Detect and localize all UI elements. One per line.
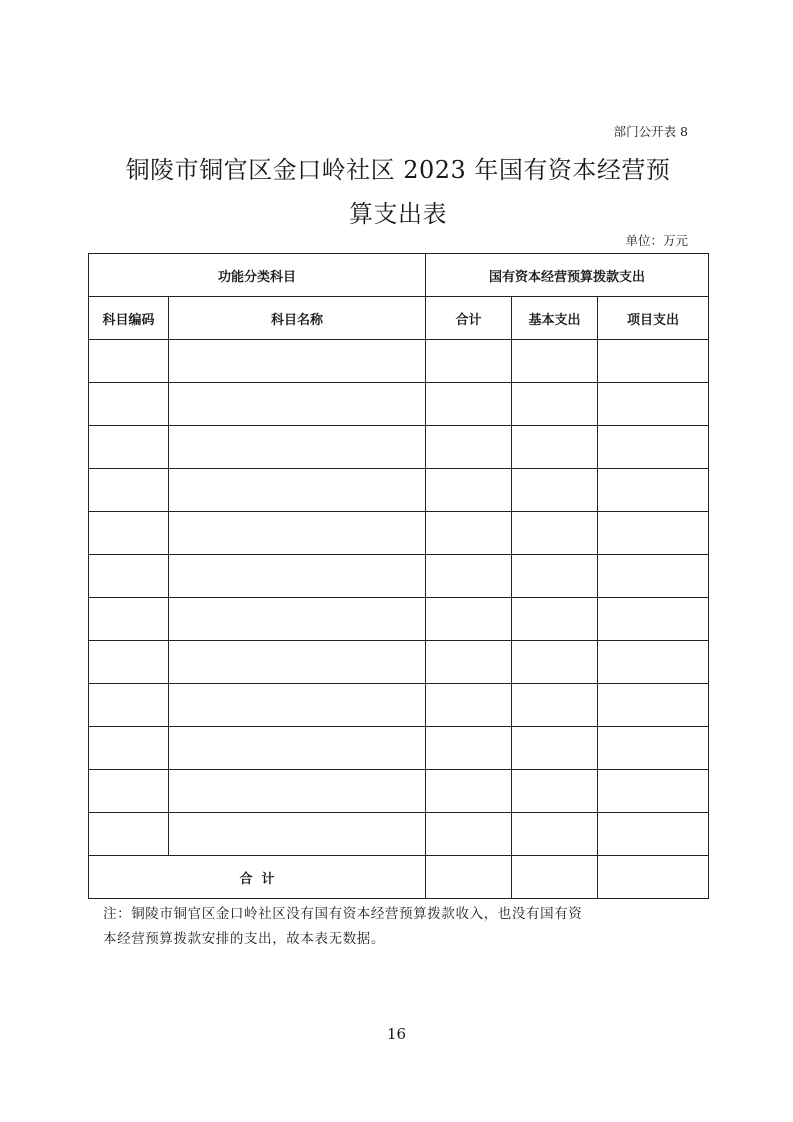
cell-basic-expenditure xyxy=(512,684,598,727)
cell-subject-name xyxy=(169,641,426,684)
table-row xyxy=(89,727,709,770)
table-row xyxy=(89,641,709,684)
cell-total xyxy=(426,555,512,598)
cell-subject-name xyxy=(169,555,426,598)
cell-project-expenditure xyxy=(598,641,709,684)
cell-total xyxy=(426,469,512,512)
cell-subject-code xyxy=(89,770,169,813)
cell-project-expenditure xyxy=(598,340,709,383)
header-subject-name: 科目名称 xyxy=(169,297,426,340)
cell-total xyxy=(426,770,512,813)
cell-total xyxy=(426,383,512,426)
budget-table xyxy=(88,253,709,899)
cell-subject-code xyxy=(89,684,169,727)
header-state-capital-expenditure: 国有资本经营预算拨款支出 xyxy=(426,254,709,297)
cell-subject-code xyxy=(89,340,169,383)
cell-subject-code xyxy=(89,383,169,426)
cell-basic-expenditure xyxy=(512,598,598,641)
header-total: 合计 xyxy=(426,297,512,340)
cell-subject-name xyxy=(169,813,426,856)
cell-total xyxy=(426,813,512,856)
table-row xyxy=(89,598,709,641)
cell-subject-code xyxy=(89,641,169,684)
group-header-row xyxy=(89,254,709,297)
title-line-2: 算支出表 xyxy=(349,200,447,228)
cell-total xyxy=(426,641,512,684)
cell-basic-expenditure xyxy=(512,813,598,856)
cell-project-expenditure xyxy=(598,813,709,856)
cell-project-expenditure xyxy=(598,469,709,512)
header-subject-code: 科目编码 xyxy=(89,297,169,340)
table-row xyxy=(89,469,709,512)
cell-subject-name xyxy=(169,383,426,426)
cell-basic-sum xyxy=(512,856,598,899)
cell-subject-code xyxy=(89,426,169,469)
header-basic-expenditure: 基本支出 xyxy=(512,297,598,340)
header-project-expenditure: 项目支出 xyxy=(598,297,709,340)
cell-project-expenditure xyxy=(598,770,709,813)
table-row xyxy=(89,813,709,856)
cell-project-expenditure xyxy=(598,555,709,598)
cell-subject-code xyxy=(89,555,169,598)
cell-subject-name xyxy=(169,598,426,641)
cell-total-sum xyxy=(426,856,512,899)
cell-basic-expenditure xyxy=(512,770,598,813)
cell-subject-name xyxy=(169,426,426,469)
cell-subject-name xyxy=(169,770,426,813)
page-number: 16 xyxy=(386,1025,407,1043)
table-body xyxy=(89,254,709,899)
cell-basic-expenditure xyxy=(512,383,598,426)
header-functional-classification: 功能分类科目 xyxy=(89,254,426,297)
cell-subject-code xyxy=(89,598,169,641)
cell-subject-code xyxy=(89,813,169,856)
table-row xyxy=(89,684,709,727)
cell-basic-expenditure xyxy=(512,727,598,770)
cell-basic-expenditure xyxy=(512,426,598,469)
table-row xyxy=(89,426,709,469)
cell-project-expenditure xyxy=(598,426,709,469)
table-row xyxy=(89,383,709,426)
footnote-line-2: 本经营预算拨款安排的支出，故本表无数据。 xyxy=(103,931,385,947)
cell-subject-name xyxy=(169,340,426,383)
cell-project-expenditure xyxy=(598,727,709,770)
cell-total xyxy=(426,426,512,469)
total-row xyxy=(89,856,709,899)
title-line-1: 铜陵市铜官区金口岭社区 2023 年国有资本经营预 xyxy=(125,156,671,184)
cell-project-expenditure xyxy=(598,383,709,426)
footnote-line-1: 注：铜陵市铜官区金口岭社区没有国有资本经营预算拨款收入，也没有国有资 xyxy=(103,906,583,922)
cell-total xyxy=(426,727,512,770)
cell-subject-name xyxy=(169,684,426,727)
cell-subject-code xyxy=(89,727,169,770)
cell-total xyxy=(426,684,512,727)
table-row xyxy=(89,555,709,598)
cell-subject-code xyxy=(89,512,169,555)
cell-subject-name xyxy=(169,512,426,555)
cell-subject-name xyxy=(169,469,426,512)
cell-total xyxy=(426,340,512,383)
table-number-label: 部门公开表 8 xyxy=(613,124,688,139)
total-label: 合 计 xyxy=(89,856,426,899)
column-header-row xyxy=(89,297,709,340)
footnote xyxy=(103,902,713,952)
table-row xyxy=(89,340,709,383)
cell-project-expenditure xyxy=(598,512,709,555)
cell-total xyxy=(426,512,512,555)
cell-subject-name xyxy=(169,727,426,770)
cell-project-expenditure xyxy=(598,598,709,641)
cell-subject-code xyxy=(89,469,169,512)
cell-basic-expenditure xyxy=(512,555,598,598)
table-row xyxy=(89,770,709,813)
page-title xyxy=(88,148,708,236)
cell-total xyxy=(426,598,512,641)
cell-basic-expenditure xyxy=(512,340,598,383)
cell-basic-expenditure xyxy=(512,469,598,512)
cell-project-expenditure xyxy=(598,684,709,727)
cell-basic-expenditure xyxy=(512,641,598,684)
cell-basic-expenditure xyxy=(512,512,598,555)
cell-project-sum xyxy=(598,856,709,899)
unit-label: 单位：万元 xyxy=(625,233,688,248)
table-row xyxy=(89,512,709,555)
